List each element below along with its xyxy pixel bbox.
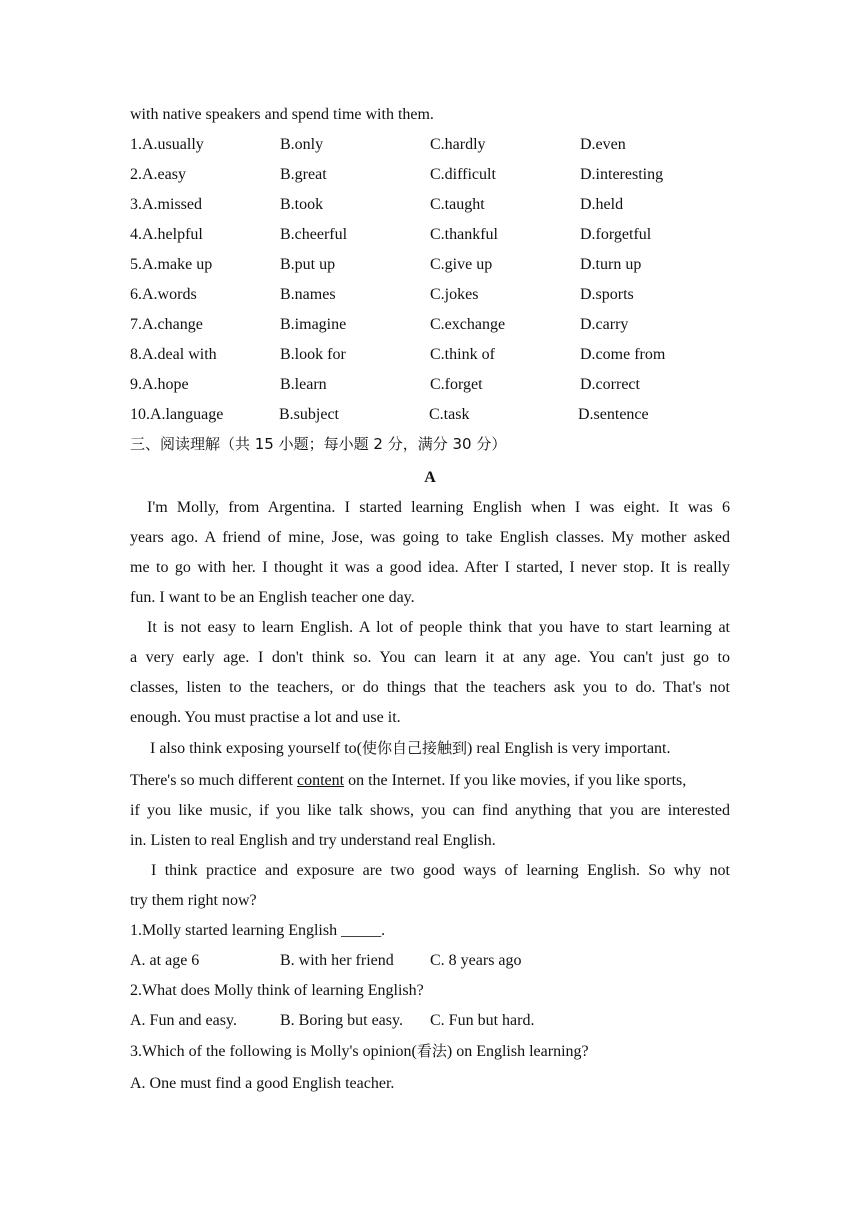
paragraph-line: years ago. A friend of mine, Jose, was going to take English classes. My mother asked	[130, 529, 730, 546]
chinese-gloss: 看法	[416, 1042, 447, 1060]
option-d: D.forgetful	[580, 226, 652, 243]
paragraph-line: a very early age. I don't think so. You can learn it at any age. You can't just go to	[130, 649, 730, 666]
option-b: B.great	[280, 166, 327, 183]
option-c: C.difficult	[430, 166, 496, 183]
option-d: D.sports	[580, 286, 634, 303]
option-b: B.look for	[280, 346, 346, 363]
question-stem: 2.What does Molly think of learning English?	[130, 982, 424, 999]
text-segment: There's so much different	[130, 772, 297, 789]
option-a: 6.A.words	[130, 286, 197, 303]
paragraph-line: if you like music, if you like talk shows, you can find anything that you are interested	[130, 802, 730, 819]
text-segment: ) real English is very important.	[466, 740, 671, 757]
option-a: 10.A.language	[130, 406, 224, 423]
option-d: D.interesting	[580, 166, 664, 183]
paragraph-line	[150, 738, 750, 759]
option-b: B.cheerful	[280, 226, 348, 243]
option-b: B.learn	[280, 376, 327, 393]
passage-title: A	[424, 469, 436, 486]
paragraph-line: enough. You must practise a lot and use it.	[130, 709, 401, 726]
question-stem: 1.Molly started learning English _____.	[130, 922, 386, 939]
paragraph-line: It is not easy to learn English. A lot of people think that you have to start learning at	[147, 619, 730, 636]
option-c: C. Fun but hard.	[430, 1012, 535, 1029]
option-b: B.put up	[280, 256, 336, 273]
option-a: A. One must find a good English teacher.	[130, 1075, 395, 1092]
option-a: 4.A.helpful	[130, 226, 203, 243]
option-c: C.taught	[430, 196, 485, 213]
question-stem	[130, 1041, 589, 1062]
paragraph-line: I'm Molly, from Argentina. I started learning English when I was eight. It was 6	[147, 499, 730, 516]
paragraph-line: classes, listen to the teachers, or do things that the teachers ask you to do. That's not	[130, 679, 730, 696]
option-a: 1.A.usually	[130, 136, 204, 153]
option-a: 2.A.easy	[130, 166, 186, 183]
option-a: 9.A.hope	[130, 376, 189, 393]
section-heading: 三、阅读理解（共 15 小题；每小题 2 分，满分 30 分）	[130, 435, 507, 453]
option-a: A. Fun and easy.	[130, 1012, 237, 1029]
chinese-gloss: 使你自己接触到	[361, 739, 467, 757]
text-segment: ) on English learning?	[446, 1043, 589, 1060]
text-segment: 3.Which of the following is Molly's opinion(	[130, 1043, 417, 1060]
option-b: B.names	[280, 286, 336, 303]
option-d: D.even	[580, 136, 626, 153]
option-d: D.sentence	[578, 406, 649, 423]
option-b: B.subject	[279, 406, 339, 423]
option-b: B.imagine	[280, 316, 347, 333]
option-b: B.took	[280, 196, 324, 213]
option-c: C.task	[429, 406, 470, 423]
option-c: C.exchange	[430, 316, 506, 333]
option-c: C.forget	[430, 376, 483, 393]
option-c: C.jokes	[430, 286, 479, 303]
option-b: B. with her friend	[280, 952, 394, 969]
option-d: D.turn up	[580, 256, 642, 273]
option-a: 8.A.deal with	[130, 346, 217, 363]
option-b: B.only	[280, 136, 324, 153]
option-c: C. 8 years ago	[430, 952, 522, 969]
paragraph-line: in. Listen to real English and try understand real English.	[130, 832, 496, 849]
option-c: C.give up	[430, 256, 493, 273]
option-c: C.hardly	[430, 136, 486, 153]
underlined-word: content	[296, 772, 345, 789]
option-d: D.carry	[580, 316, 629, 333]
option-a: 7.A.change	[130, 316, 203, 333]
paragraph-line: fun. I want to be an English teacher one day.	[130, 589, 415, 606]
option-c: C.thankful	[430, 226, 498, 243]
paragraph-line: me to go with her. I thought it was a good idea. After I started, I never stop. It is really	[130, 559, 730, 576]
option-b: B. Boring but easy.	[280, 1012, 403, 1029]
option-c: C.think of	[430, 346, 495, 363]
paragraph-line: try them right now?	[130, 892, 257, 909]
paragraph-line	[130, 771, 730, 791]
paragraph-line: I think practice and exposure are two good ways of learning English. So why not	[151, 862, 730, 879]
option-d: D.come from	[580, 346, 666, 363]
text-segment: on the Internet. If you like movies, if you like sports,	[344, 772, 687, 789]
intro-line: with native speakers and spend time with them.	[130, 106, 434, 123]
option-a: 3.A.missed	[130, 196, 202, 213]
text-segment: I also think exposing yourself to(	[150, 740, 362, 757]
option-d: D.held	[580, 196, 624, 213]
option-a: A. at age 6	[130, 952, 200, 969]
option-d: D.correct	[580, 376, 640, 393]
option-a: 5.A.make up	[130, 256, 213, 273]
